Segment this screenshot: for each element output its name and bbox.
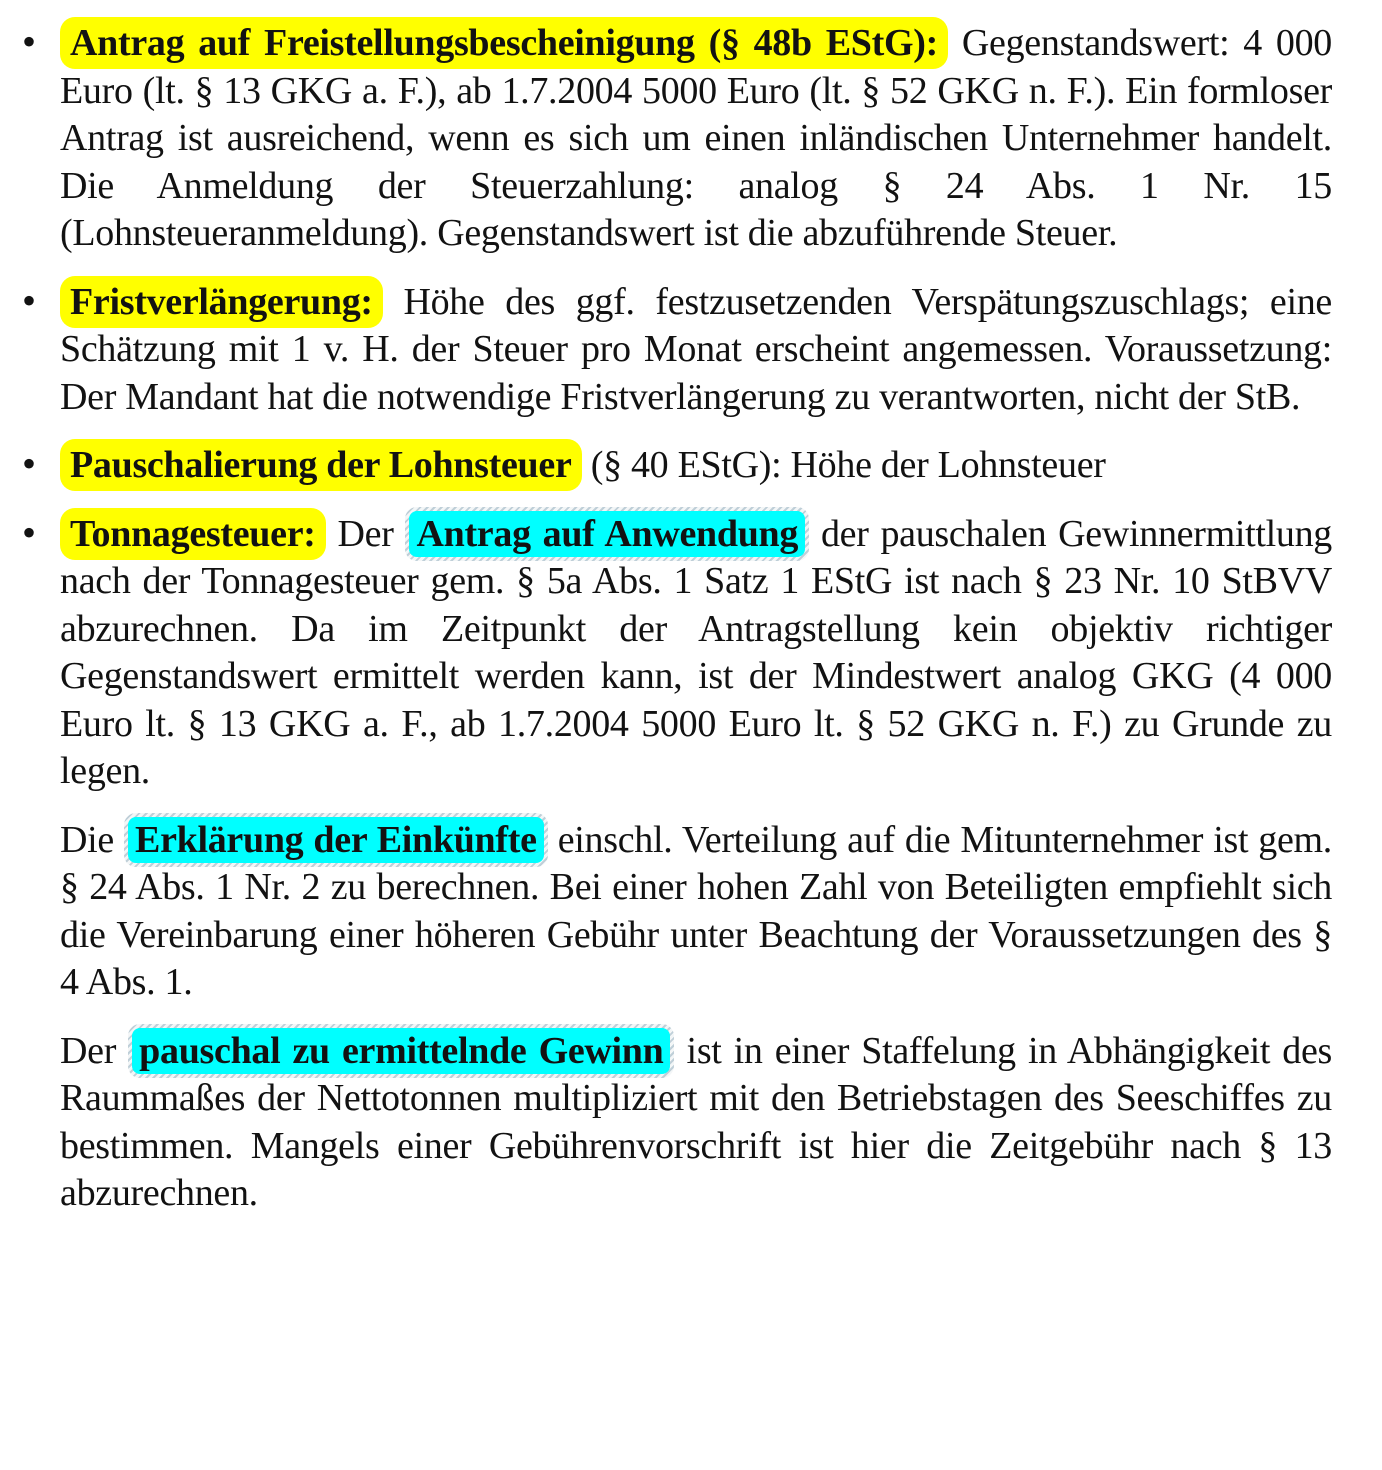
highlight-cyan: Antrag auf Anwendung [405, 507, 809, 561]
highlight-yellow: Antrag auf Freistellungsbescheinigung (§ 48b EStG): [60, 17, 948, 69]
paragraph [22, 19, 1332, 258]
paragraph [22, 277, 1332, 422]
text-run: Die [60, 818, 125, 861]
bullet-marker: • [22, 19, 36, 64]
highlight-yellow: Tonnagesteuer: [60, 508, 326, 560]
paragraph [60, 817, 1332, 1007]
text-run: Höhe des ggf. festzusetzenden Verspätungszuschlags; eine Schätzung mit 1 v. H. der Steuer pro Monat erscheint angemessen. Voraussetzung: Der Mandant hat die notwendige Fristverlängerung zu verantworten, nicht der StB. [60, 280, 1332, 418]
paragraph [22, 441, 1332, 490]
text-run: (§ 40 EStG): Höhe der Lohnsteuer [581, 444, 1106, 486]
highlight-cyan: pauschal zu ermittelnde Gewinn [128, 1024, 674, 1078]
bullet-marker: • [22, 441, 36, 486]
text-run: einschl. Verteilung auf die Mitunternehmer ist gem. § 24 Abs. 1 Nr. 2 zu berechnen. Bei einer hohen Zahl von Beteiligten empfiehlt sich die Vereinbarung einer höheren Gebühr unter Beachtung der Voraussetzungen des § 4 Abs. 1. [60, 818, 1332, 1003]
highlight-yellow: Pauschalierung der Lohnsteuer [60, 439, 582, 491]
highlight-cyan: Erklärung der Einkünfte [124, 813, 548, 867]
paragraph [60, 1028, 1332, 1218]
bullet-marker: • [22, 509, 36, 555]
text-run: Der [325, 512, 406, 555]
text-run: Der [60, 1029, 129, 1072]
text-run: Gegenstandswert: 4 000 Euro (lt. § 13 GKG a. F.), ab 1.7.2004 5000 Euro (lt. § 52 GKG n. F.). Ein formloser Antrag ist ausreichend, wenn es sich um einen inländischen Unternehmer handelt. Die Anmeldung der Steuerzahlung: analog § 24 Abs. 1 Nr. 15 (Lohnsteueranmeldung). Gegenstandswert ist die abzuführende Steuer. [60, 22, 1332, 254]
paragraph [22, 509, 1332, 796]
bullet-marker: • [22, 277, 36, 323]
text-run: ist in einer Staffelung in Abhängigkeit des Raummaßes der Nettotonnen multipliziert mit den Betriebstagen des Seeschiffes zu bestimmen. Mangels einer Gebührenvorschrift ist hier die Zeitgebühr nach § 13 abzurechnen. [60, 1029, 1332, 1214]
highlight-yellow: Fristverlängerung: [60, 276, 383, 328]
text-run: der pauschalen Gewinnermittlung nach der Tonnagesteuer gem. § 5a Abs. 1 Satz 1 EStG ist nach § 23 Nr. 10 StBVV abzurechnen. Da im Zeitpunkt der Antragstellung kein objektiv richtiger Gegenstandswert ermittelt werden kann, ist der Mindestwert analog GKG (4 000 Euro lt. § 13 GKG a. F., ab 1.7.2004 5000 Euro lt. § 52 GKG n. F.) zu Grunde zu legen. [60, 512, 1332, 792]
